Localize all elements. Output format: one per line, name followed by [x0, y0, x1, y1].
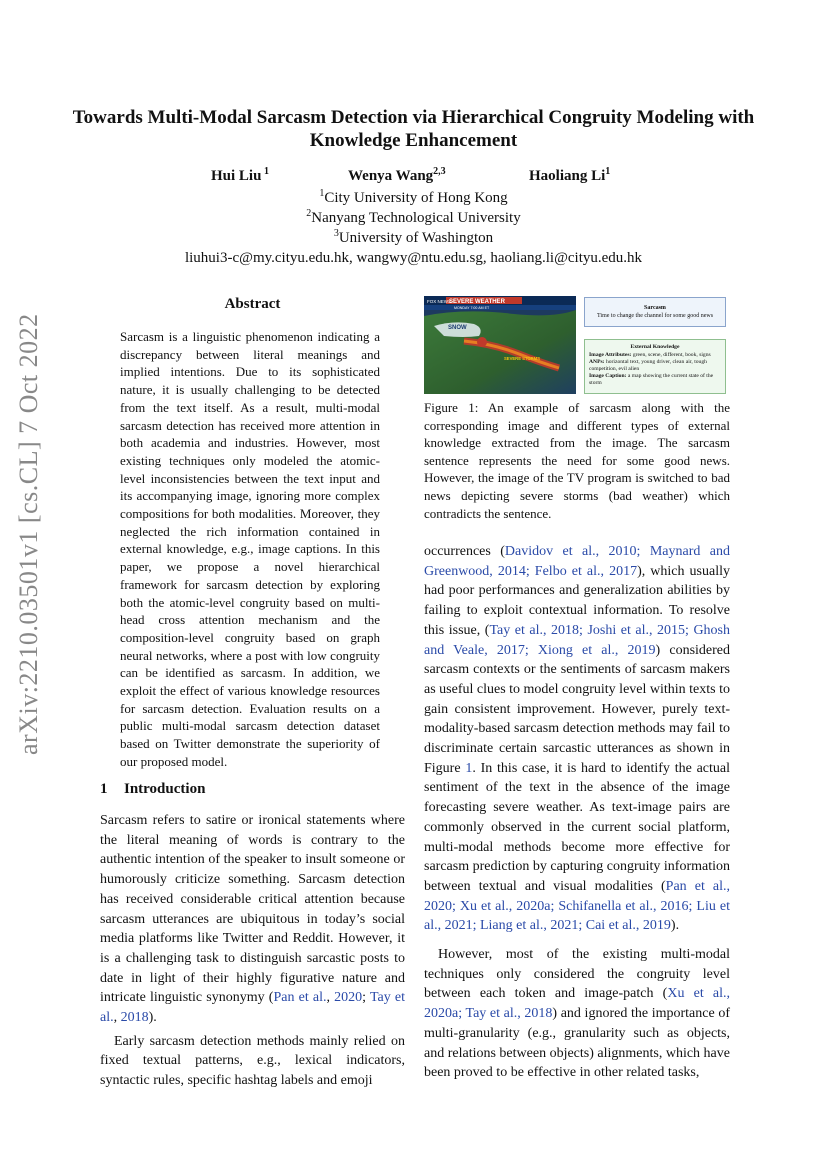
map-label-snow: SNOW: [448, 325, 467, 331]
citation-link[interactable]: Pan et al., 2020; Xu et al., 2020a; Schifanella et al., 2016; Liu et al., 2021; Liang et al., 2021; Cai et al., 2019: [424, 878, 730, 934]
weather-map-graphic: [424, 296, 576, 394]
author-emails: liuhui3-c@my.cityu.edu.hk, wangwy@ntu.edu.sg, haoliang.li@cityu.edu.hk: [184, 250, 643, 266]
intro-paragraph-1: Sarcasm refers to satire or ironical statements where the literal meaning of words is contrary to the authentic intention of the speaker to insult someone or humorously criticize something. Sarcasm detection has received considerable critical attention because sarcasm utterances are ubiquitous in today’s social media platforms like Twitter and Reddit. However, it is a challenging task to distinguish sarcastic posts to date in light of their highly figurative nature and intricate linguistic synonymy (Pan et al., 2020; Tay et al., 2018).: [100, 813, 405, 1026]
tv-banner: SEVERE WEATHER: [449, 299, 505, 305]
sarcasm-box-title: Sarcasm: [644, 305, 666, 311]
affiliation-2: $^2$Nanyang Technological University: [306, 208, 521, 226]
citation-link[interactable]: Tay et al.: [100, 990, 405, 1026]
citation-link[interactable]: Davidov et al., 2010; Maynard and Greenwood, 2014; Felbo et al., 2017: [424, 544, 731, 579]
citation-link[interactable]: Tay et al., 2018; Joshi et al., 2015; Ghosh and Veale, 2017; Xiong et al., 2019: [424, 622, 731, 658]
intro-paragraph-3: However, most of the existing multi-modal techniques only considered the congruity level between each token and image-patch (Xu et al., 2020a; Tay et al., 2018) and ignored the importance of multi-granularity (e.g., granularity such as objects, and relations between objects) alignments, which have been proved to be effective in other related tasks,: [424, 947, 730, 1081]
citation-link[interactable]: 2020: [334, 990, 363, 1006]
external-knowledge-box: [584, 339, 726, 394]
arxiv-stamp: arXiv:2210.03501v1 [cs.CL] 7 Oct 2022: [14, 313, 43, 755]
intro-paragraph-2-cont: occurrences (Davidov et al., 2010; Maynard and Greenwood, 2014; Felbo et al., 2017), which usually had poor performances and generalization abilities by failing to exploit contextual information. To resolve this issue, (Tay et al., 2018; Joshi et al., 2015; Ghosh and Veale, 2017; Xiong et al., 2019) considered sarcasm contexts or the sentiments of sarcasm makers as useful clues to model congruity level within texts to gain consistent improvement. However, purely text-modality-based sarcasm detection methods may fail to discriminate certain sarcastic utterances as shown in Figure 1. In this case, it is hard to identify the actual sentiment of the text in the absence of the image forecasting severe weather. As text-image pairs are commonly observed in the current social platform, multi-modal methods become more effective for sarcasm prediction by capturing congruity information between textual and visual modalities (Pan et al., 2020; Xu et al., 2020a; Schifanella et al., 2016; Liu et al., 2021; Liang et al., 2021; Cai et al., 2019).: [424, 544, 731, 934]
image-anps: ANPs: horizontal text, young driver, clean air, tough competition, evil alien: [589, 359, 707, 372]
right-column-body: [424, 542, 730, 1083]
affiliation-3: $^3$University of Washington: [333, 228, 494, 246]
figure-1-image: [424, 296, 576, 394]
affiliation-1: $^1$City University of Hong Kong: [319, 188, 508, 206]
author-2: Wenya Wang$^{2,3}$: [348, 166, 446, 184]
tv-subbanner: MONDAY 7:00 AM ET: [454, 306, 490, 310]
image-attributes: Image Attributes: green, scene, different, book, signs: [589, 352, 711, 358]
tv-logo: FOX NEWS: [427, 299, 452, 304]
figure-1-caption: Figure 1: An example of sarcasm along with the corresponding image and different types of external knowledge extracted from the image. The sarcasm sentence represents the need for some good news. However, the image of the TV program is switched to bad news depicting severe storms (bad weather) which contradicts the sentence.: [424, 400, 730, 521]
author-1: Hui Liu $^1$: [211, 166, 269, 184]
author-3: Haoliang Li$^1$: [529, 166, 611, 184]
sarcasm-box-text: Time to change the channel for some good news: [596, 313, 714, 319]
intro-paragraph-2: Early sarcasm detection methods mainly relied on fixed textual patterns, e.g., lexical indicators, syntactic rules, specific hashtag labels and emoji: [100, 1033, 405, 1089]
section-heading-introduction: 1 Introduction: [100, 781, 206, 797]
citation-link[interactable]: 2018: [120, 1010, 149, 1026]
left-column-body: [100, 811, 405, 1091]
paper-title: Towards Multi-Modal Sarcasm Detection via Hierarchical Congruity Modeling with Knowledge Enhancement: [72, 107, 755, 151]
citation-link[interactable]: Xu et al., 2020a; Tay et al., 2018: [424, 986, 730, 1022]
citation-link[interactable]: Pan et al.: [273, 990, 327, 1006]
abstract-text: Sarcasm is a linguistic phenomenon indicating a discrepancy between literal meanings and implied intentions. Due to its sophisticated nature, it is usually challenging to be detected from the text itself. As a result, multi-modal sarcasm detection has received more attention in both academia and industries. However, most existing techniques only modeled the atomic-level inconsistencies between the text input and its accompanying image, ignoring more complex compositions for both modalities. Moreover, they neglected the rich information contained in external knowledge, e.g., image captions. In this paper, we propose a novel hierarchical framework for sarcasm detection by exploring both the atomic-level congruity based on multi-head cross attention mechanism and the composition-level congruity based on graph neural networks, where a post with low congruity can be identified as sarcasm. In addition, we exploit the effect of various knowledge resources for sarcasm detection. Evaluation results on a public multi-modal sarcasm detection dataset based on Twitter demonstrate the superiority of our proposed model.: [120, 329, 380, 769]
map-label-storms: SEVERE STORMS: [504, 356, 540, 361]
figure-ref-link[interactable]: 1: [465, 760, 473, 776]
knowledge-title: External Knowledge: [630, 344, 680, 350]
sarcasm-box: [584, 297, 726, 327]
abstract-heading: Abstract: [224, 296, 281, 312]
image-caption-knowledge: Image Caption: a map showing the current state of the storm: [589, 373, 714, 386]
